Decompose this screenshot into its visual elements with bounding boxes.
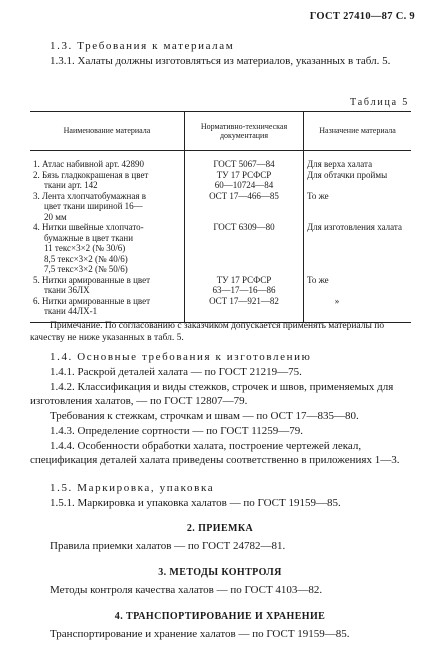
- table-row: [30, 191, 411, 223]
- table-5-label: Таблица 5: [350, 97, 409, 108]
- section-2-heading: 2. ПРИЕМКА: [186, 523, 254, 534]
- page-header: ГОСТ 27410—87 С. 9: [309, 11, 415, 22]
- cell-line: ГОСТ 6309—80: [213, 222, 275, 232]
- table-row: [30, 296, 411, 323]
- table-row: [30, 151, 411, 170]
- cell-documentation: [185, 296, 304, 323]
- cell-line: ТУ 17 РСФСР: [216, 274, 272, 285]
- section-2-text: Правила приемки халатов — по ГОСТ 24782—81.: [50, 540, 286, 552]
- cell-material: [30, 296, 185, 323]
- column-header-material: Наименование материала: [30, 112, 185, 151]
- paragraph-1-5-1: 1.5.1. Маркировка и упаковка халатов — по ГОСТ 19159—85.: [50, 497, 341, 509]
- cell-line: 60—10724—84: [214, 180, 274, 190]
- cell-material: [30, 222, 185, 275]
- cell-purpose: [304, 191, 412, 223]
- cell-line: ГОСТ 5067—84: [213, 159, 275, 169]
- cell-line: Для изготовления халата: [307, 222, 402, 232]
- materials-table: [30, 111, 411, 323]
- cell-material: [30, 191, 185, 223]
- cell-line: ОСТ 17—466—85: [209, 190, 279, 201]
- cell-line: цвет ткани шириной 16—: [44, 201, 143, 211]
- cell-line: 63—17—16—86: [212, 285, 276, 295]
- cell-line: ткани 36ЛХ: [44, 285, 90, 295]
- cell-purpose: [304, 151, 412, 170]
- section-1-3-heading: 1.3. Требования к материалам: [50, 40, 235, 52]
- cell-line: То же: [307, 190, 329, 201]
- cell-documentation: [185, 275, 304, 296]
- cell-line: ТУ 17 РСФСР: [216, 169, 272, 180]
- cell-line: То же: [307, 274, 329, 285]
- section-4-text: Транспортирование и хранение халатов — по ГОСТ 19159—85.: [50, 628, 350, 640]
- cell-line: 7,5 текс×3×2 (№ 50/6): [44, 264, 128, 274]
- cell-line: 6. Нитки армированные в цвет: [33, 295, 151, 306]
- cell-purpose: [304, 275, 412, 296]
- column-header-purpose: Назначение материала: [304, 112, 412, 151]
- cell-documentation: [185, 191, 304, 223]
- cell-line: 5. Нитки армированные в цвет: [33, 274, 151, 285]
- section-4-heading: 4. ТРАНСПОРТИРОВАНИЕ И ХРАНЕНИЕ: [114, 611, 326, 622]
- table-row: [30, 170, 411, 191]
- cell-line: Для обтачки проймы: [307, 169, 388, 180]
- cell-purpose: [304, 222, 412, 275]
- paragraph-1-4-2: 1.4.2. Классификация и виды стежков, строчек и швов, применяемых для изготовления халатов, — по ГОСТ 12807—79.: [30, 381, 394, 407]
- cell-material: [30, 275, 185, 296]
- cell-line: 8,5 текс×3×2 (№ 40/6): [44, 253, 128, 264]
- paragraph-1-4-4: 1.4.4. Особенности обработки халата, построение чертежей лекал, спецификация деталей халата приведены соответственно в приложениях 1—3.: [30, 440, 400, 466]
- cell-line: ткани арт. 142: [44, 180, 98, 190]
- cell-line: 20 мм: [44, 211, 67, 222]
- cell-line: ОСТ 17—921—82: [209, 295, 279, 306]
- table-header-row: [30, 112, 411, 151]
- paragraph-stitch-requirements: Требования к стежкам, строчкам и швам — по ОСТ 17—835—80.: [50, 410, 359, 422]
- paragraph-1-3-1: 1.3.1. Халаты должны изготовляться из материалов, указанных в табл. 5.: [50, 55, 391, 67]
- cell-line: 11 текс×3×2 (№ 30/6): [44, 243, 126, 253]
- section-1-4-heading: 1.4. Основные требования к изготовлению: [50, 351, 312, 363]
- table-note: Примечание. По согласованию с заказчиком допускается применять материалы по качеству не ниже указанных в табл. 5.: [30, 321, 385, 343]
- cell-material: [30, 170, 185, 191]
- column-header-documentation: Нормативно-техническая документация: [185, 112, 304, 151]
- cell-line: 1. Атлас набивной арт. 42890: [33, 159, 144, 169]
- table-row: [30, 222, 411, 275]
- table-row: [30, 275, 411, 296]
- cell-line: 4. Нитки швейные хлопчато-: [33, 222, 144, 232]
- cell-line: »: [334, 295, 340, 306]
- cell-line: 2. Бязь гладкокрашеная в цвет: [33, 169, 149, 180]
- cell-purpose: [304, 296, 412, 323]
- section-3-text: Методы контроля качества халатов — по ГОСТ 4103—82.: [50, 584, 323, 596]
- cell-line: ткани 44ЛХ-1: [44, 306, 98, 316]
- cell-documentation: [185, 151, 304, 170]
- cell-line: бумажные в цвет ткани: [44, 232, 134, 243]
- section-3-heading: 3. МЕТОДЫ КОНТРОЛЯ: [158, 567, 282, 578]
- cell-line: Для верха халата: [307, 159, 373, 169]
- paragraph-1-4-3: 1.4.3. Определение сортности — по ГОСТ 11259—79.: [50, 425, 304, 437]
- cell-line: 3. Лента хлопчатобумажная в: [33, 190, 146, 201]
- cell-documentation: [185, 170, 304, 191]
- cell-documentation: [185, 222, 304, 275]
- cell-purpose: [304, 170, 412, 191]
- paragraph-1-4-1: 1.4.1. Раскрой деталей халата — по ГОСТ 21219—75.: [50, 366, 302, 378]
- cell-material: [30, 151, 185, 170]
- section-1-5-heading: 1.5. Маркировка, упаковка: [50, 482, 215, 494]
